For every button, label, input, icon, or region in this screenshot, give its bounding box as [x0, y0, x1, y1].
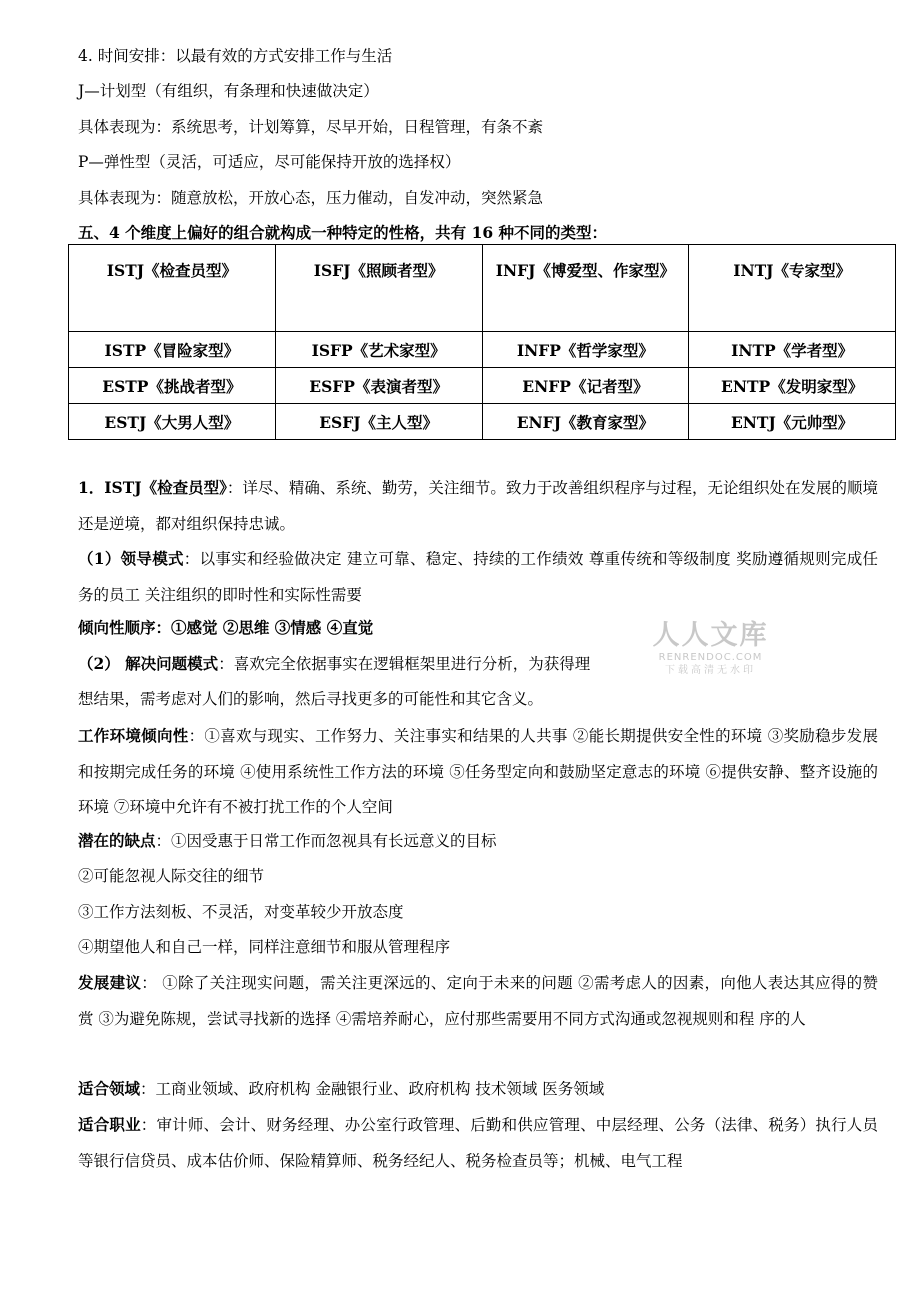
- problem-solving-label: （2） 解决问题模式: [78, 654, 219, 673]
- problem-solving-text-1: ：喜欢完全依据事实在逻辑框架里进行分析，为获得理: [218, 655, 591, 673]
- weakness-line-4: ④期望他人和自己一样，同样注意细节和服从管理程序: [78, 938, 451, 956]
- jobs-label: 适合职业: [78, 1115, 141, 1134]
- work-env-label: 工作环境倾向性: [78, 726, 189, 745]
- watermark-subtitle: 下载高清无水印: [665, 665, 756, 676]
- section-title: 五、4 个维度上偏好的组合就构成一种特定的性格，共有 16 种不同的类型：: [78, 223, 608, 242]
- table-cell: ESTP《挑战者型》: [69, 368, 276, 404]
- watermark-url: RENRENDOC.COM: [658, 652, 763, 663]
- istj-heading: 1．ISTJ《检查员型》: [78, 478, 227, 497]
- leader-mode-text: ：以事实和经验做决定 建立可靠、稳定、持续的工作绩效 尊重传统和等级制度 奖励遵循规则完成任务的员工 关注组织的即时性和实际性需要: [78, 550, 878, 604]
- types-table: [68, 244, 896, 440]
- table-row: [69, 332, 896, 368]
- weakness-line-2: ②可能忽视人际交往的细节: [78, 867, 265, 885]
- development-paragraph: [78, 965, 878, 1037]
- jobs-paragraph: [78, 1107, 878, 1179]
- work-env-paragraph: [78, 718, 878, 826]
- table-cell: ENFP《记者型》: [482, 368, 689, 404]
- table-row: [69, 245, 896, 332]
- weakness-text-1: ：①因受惠于日常工作而忽视具有长远意义的目标: [155, 832, 497, 850]
- weakness-label: 潜在的缺点: [78, 831, 156, 850]
- watermark-title: 人人文库: [652, 620, 769, 651]
- table-cell: ISTP《冒险家型》: [69, 332, 276, 368]
- table-row: [69, 404, 896, 440]
- table-cell: ENTJ《元帅型》: [689, 404, 896, 440]
- table-cell: INFP《哲学家型》: [482, 332, 689, 368]
- intro-line-p-detail: 具体表现为：随意放松，开放心态，压力催动，自发冲动，突然紧急: [78, 189, 544, 207]
- table-cell: ESFP《表演者型》: [275, 368, 482, 404]
- weakness-line-1: [78, 831, 497, 851]
- istj-intro-paragraph: [78, 470, 878, 542]
- table-cell: ESTJ《大男人型》: [69, 404, 276, 440]
- table-cell: INTP《学者型》: [689, 332, 896, 368]
- problem-solving-line-1: [78, 654, 590, 674]
- leader-mode-paragraph: [78, 541, 878, 613]
- intro-line-j: J—计划型（有组织，有条理和快速做决定）: [78, 82, 379, 100]
- table-cell: INFJ《博爱型、作家型》: [482, 245, 689, 332]
- watermark: [648, 620, 773, 678]
- table-cell: ISFJ《照顾者型》: [275, 245, 482, 332]
- fields-line: [78, 1079, 604, 1099]
- table-cell: ESFJ《主人型》: [275, 404, 482, 440]
- table-row: [69, 368, 896, 404]
- jobs-text: ：审计师、会计、财务经理、办公室行政管理、后勤和供应管理、中层经理、公务（法律、税务）执行人员等银行信贷员、成本估价师、保险精算师、税务经纪人、税务检查员等；机械、电气工程: [78, 1116, 878, 1170]
- leader-mode-label: （1）领导模式: [78, 549, 184, 568]
- intro-line-j-detail: 具体表现为：系统思考，计划筹算，尽早开始，日程管理，有条不紊: [78, 118, 544, 136]
- table-cell: ENFJ《教育家型》: [482, 404, 689, 440]
- table-cell: ISFP《艺术家型》: [275, 332, 482, 368]
- development-text: ： ①除了关注现实问题，需关注更深远的、定向于未来的问题 ②需考虑人的因素，向他人表达其应得的赞赏 ③为避免陈规，尝试寻找新的选择 ④需培养耐心，应付那些需要用不同方式沟通或忽视规则和程 序的人: [78, 974, 878, 1028]
- table-cell: INTJ《专家型》: [689, 245, 896, 332]
- preference-order: 倾向性顺序：①感觉 ②思维 ③情感 ④直觉: [78, 618, 374, 637]
- development-label: 发展建议: [78, 973, 142, 992]
- intro-line-p: P—弹性型（灵活，可适应，尽可能保持开放的选择权）: [78, 153, 461, 171]
- fields-text: ：工商业领域、政府机构 金融银行业、政府机构 技术领域 医务领域: [140, 1080, 605, 1098]
- table-cell: ENTP《发明家型》: [689, 368, 896, 404]
- work-env-text: ：①喜欢与现实、工作努力、关注事实和结果的人共事 ②能长期提供安全性的环境 ③奖励稳步发展和按期完成任务的环境 ④使用系统性工作方法的环境 ⑤任务型定向和鼓励坚定意志的环境 ⑥提供安静、整齐设施的环境 ⑦环境中允许有不被打扰工作的个人空间: [78, 727, 878, 816]
- weakness-line-3: ③工作方法刻板、不灵活，对变革较少开放态度: [78, 903, 404, 921]
- intro-line-time: 4. 时间安排：以最有效的方式安排工作与生活: [78, 47, 393, 65]
- table-cell: ISTJ《检查员型》: [69, 245, 276, 332]
- istj-intro-text: ：详尽、精确、系统、勤劳，关注细节。致力于改善组织程序与过程，无论组织处在发展的顺境还是逆境，都对组织保持忠诚。: [78, 479, 878, 533]
- fields-label: 适合领域: [78, 1079, 141, 1098]
- problem-solving-line-2: 想结果，需考虑对人们的影响，然后寻找更多的可能性和其它含义。: [78, 690, 544, 708]
